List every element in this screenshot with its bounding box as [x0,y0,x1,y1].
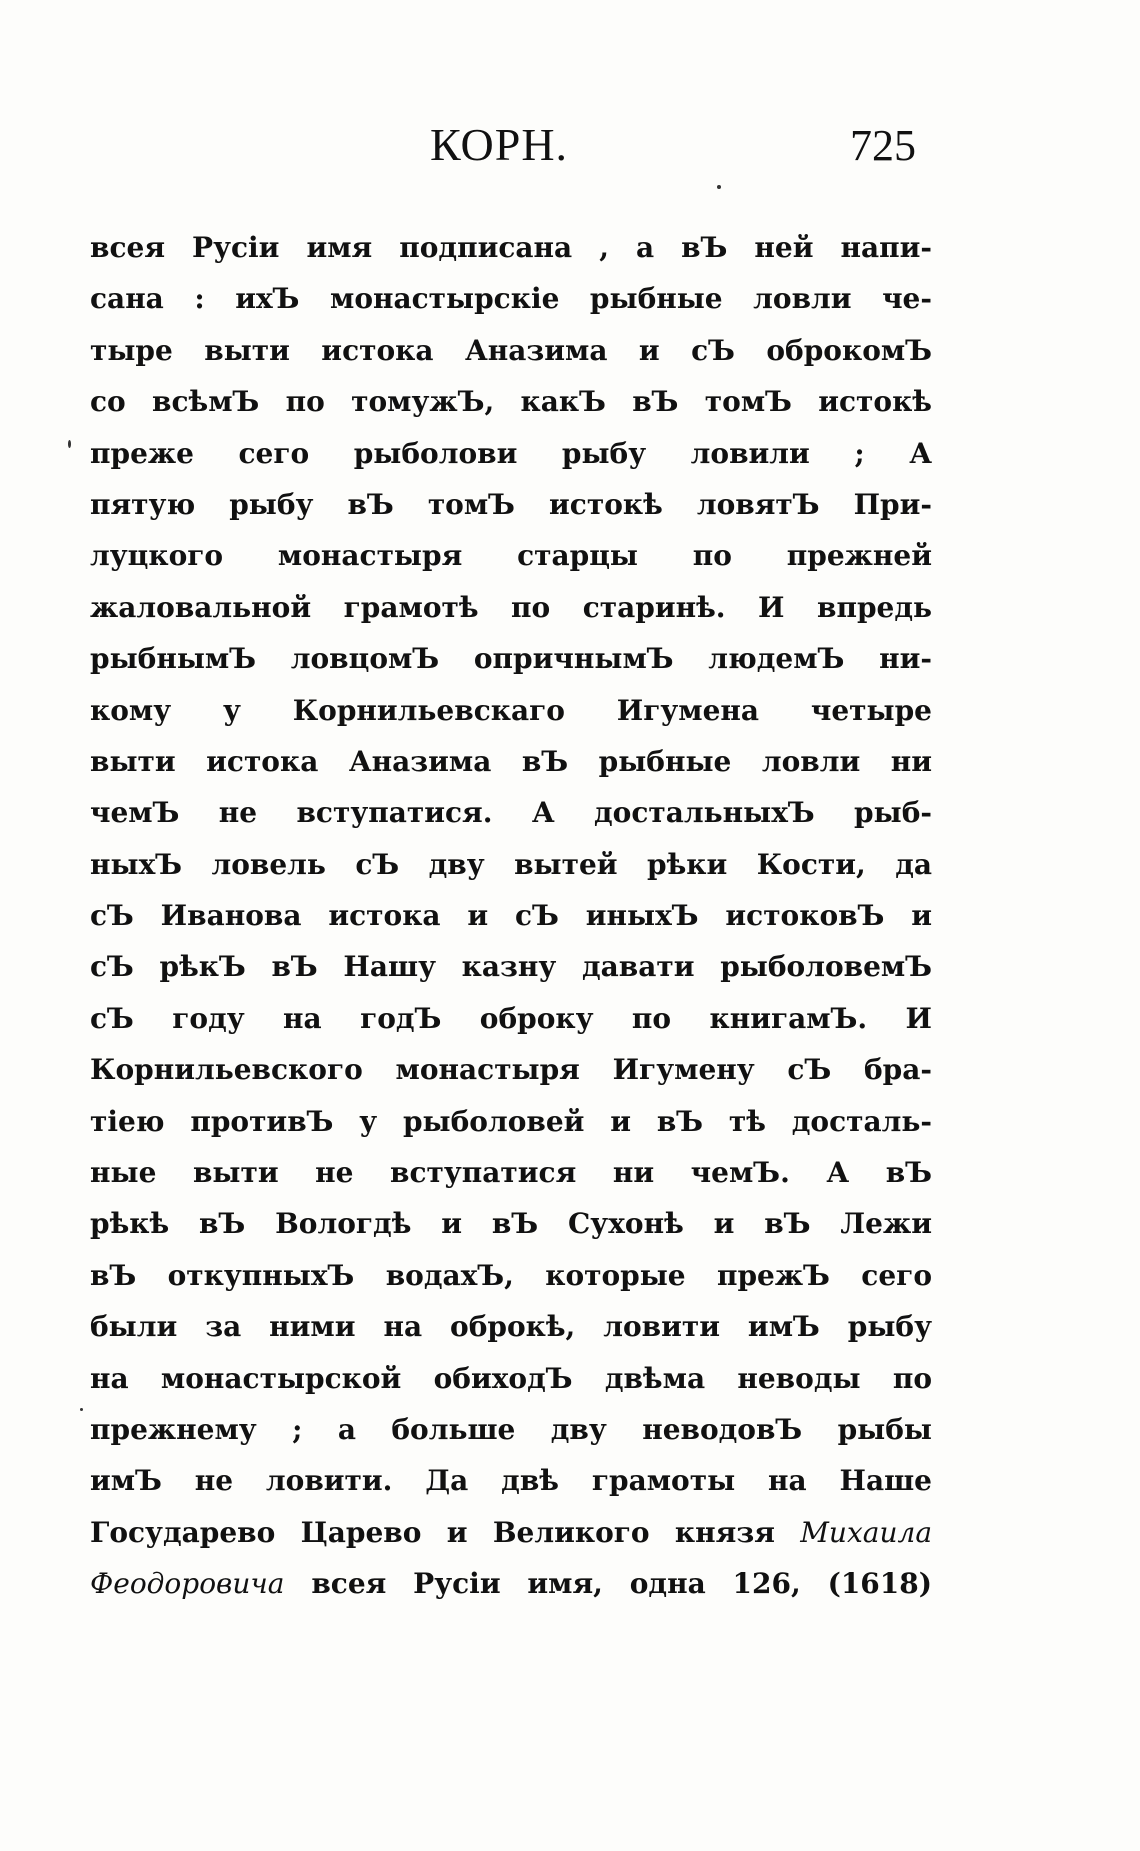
text-line: луцкого монастыря старцы по прежней [90,539,932,573]
text-line-end: всея Русiи имя, одна 126, (1618) [311,1567,932,1601]
text-line: имЪ не ловити. Да двѣ грамоты на Наше [90,1464,932,1498]
text-line: кому у Корнильевскаго Игумена четыре [90,693,932,727]
text-line: со всѣмЪ по томужЪ, какЪ вЪ томЪ истокѣ [90,385,932,419]
text-line: тiею противЪ у рыболовей и вЪ тѣ досталь- [90,1104,932,1138]
text-line: выти истока Аназима вЪ рыбные ловли ни [90,744,932,778]
text-line: тыре выти истока Аназима и сЪ оброкомЪ [90,333,932,367]
text-line: ные выти не вступатися ни чемЪ. А вЪ [90,1156,932,1190]
body-text [90,222,932,1610]
print-speck [68,440,71,448]
text-line: рыбнымЪ ловцомЪ опричнымЪ людемЪ ни- [90,642,932,676]
italic-name: Феодоровича [90,1567,285,1601]
text-line: сЪ году на годЪ оброку по книгамЪ. И [90,1001,932,1035]
text-line: жаловальной грамотѣ по старинѣ. И впредь [90,590,932,624]
text-line-start: Государево Царево и Великого князя [90,1515,775,1549]
text-line: чемЪ не вступатися. А достальныхЪ рыб- [90,796,932,830]
text-line: сЪ рѣкЪ вЪ Нашу казну давати рыболовемЪ [90,950,932,984]
text-line [90,1558,932,1609]
text-line: сана : ихЪ монастырскiе рыбные ловли че- [90,282,932,316]
page-number: 725 [850,121,916,170]
text-line [90,1507,932,1558]
text-line: сЪ Иванова истока и сЪ иныхЪ истоковЪ и [90,899,932,933]
text-line: прежнему ; а больше дву неводовЪ рыбы [90,1412,932,1446]
running-title: КОРН. [430,119,569,170]
running-head [0,118,1140,178]
text-line: вЪ откупныхЪ водахЪ, которые прежЪ сего [90,1258,932,1292]
italic-name: Михаила [800,1515,932,1549]
text-line: Корнильевского монастыря Игумену сЪ бра- [90,1053,932,1087]
text-line: были за ними на оброкѣ, ловити имЪ рыбу [90,1310,932,1344]
print-speck [80,1408,83,1411]
text-line: ныхЪ ловель сЪ дву вытей рѣки Кости, да [90,847,932,881]
text-line: на монастырской обиходЪ двѣма неводы по [90,1361,932,1395]
text-line: преже сего рыболови рыбу ловили ; А [90,436,932,470]
text-line: рѣкѣ вЪ Вологдѣ и вЪ Сухонѣ и вЪ Лежи [90,1207,932,1241]
text-line: пятую рыбу вЪ томЪ истокѣ ловятЪ При- [90,487,932,521]
print-speck [717,185,721,189]
text-line: всея Русiи имя подписана , а вЪ ней напи- [90,231,932,264]
